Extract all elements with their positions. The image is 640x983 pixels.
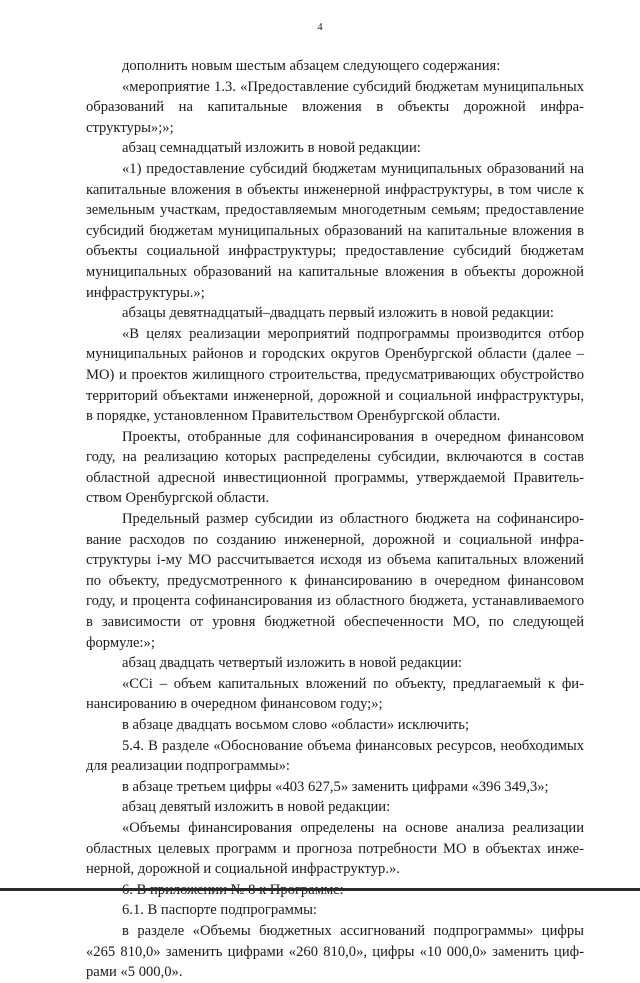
paragraph-14: абзац девятый изложить в новой редакции: <box>122 799 391 816</box>
paragraph-2: «мероприятие 1.3. «Предоставление субсидий бюджетам муниципальных образований на капитальные вложения в объекты дорожной инфраструктуры»;»; <box>86 78 584 136</box>
paragraph-6: «В целях реализации мероприятий подпрограммы производится отбор муниципальных районов и городских округов Оренбургской области (далее – МО) и проектов жилищного строительства, предусматривающих обустройство территорий объектами инженерной, дорожной и социальной инфраструктуры, в порядке, установленном Правительством Оренбургской области. <box>86 325 584 425</box>
page-number: 4 <box>317 22 323 33</box>
paragraph-1: дополнить новым шестым абзацем следующего содержания: <box>122 58 501 74</box>
paragraph-3: абзац семнадцатый изложить в новой редакции: <box>122 140 421 157</box>
paragraph-9: абзац двадцать четвертый изложить в новой редакции: <box>122 655 463 672</box>
paragraph-17: 6.1. В паспорте подпрограммы: <box>122 902 318 919</box>
paragraph-11: в абзаце двадцать восьмом слово «области» исключить; <box>122 717 470 733</box>
document-body <box>86 56 584 983</box>
paragraph-18: в разделе «Объемы бюджетных ассигнований подпрограммы» цифры «265 810,0» заменить цифрами «260 810,0», цифры «10 000,0» заменить цифрами «5 000,0». <box>86 922 584 981</box>
paragraph-4: «1) предоставление субсидий бюджетам муниципальных образований на капитальные вложения в объекты инженерной инфраструктуры, в том числе к земельным участкам, предоставляемым многодетным семьям; предоставление субсидий бюджетам муниципальных образований на капитальные вложения в объекты социальной инфраструктуры; предоставление субсидий бюджетам муниципальных образований на капитальные вложения в объекты дорожной инфраструктуры.»; <box>86 160 584 301</box>
paragraph-8: Предельный размер субсидии из областного бюджета на софинансирование расходов по созданию инженерной, дорожной и социальной инфраструктуры i-му МО рассчитывается исходя из объема капитальных вложений по объекту, предусмотренного к финансированию в очередном финансовом году, и процента софинансирования из областного бюджета, устанавливаемого в зависимости от уровня бюджетной обеспеченности МО, по следующей формуле:»; <box>86 511 584 651</box>
paragraph-7: Проекты, отобранные для софинансирования в очередном финансовом году, на реализацию которых распределены субсидии, включаются в состав областной адресной инвестиционной программы, утверждаемой Правительством Оренбургской области. <box>86 428 584 507</box>
paragraph-12: 5.4. В разделе «Обоснование объема финансовых ресурсов, необходимых для реализации подпрограммы»: <box>86 737 584 775</box>
paragraph-15: «Объемы финансирования определены на основе анализа реализации областных целевых программ и прогноза потребности МО в объектах инженерной, дорожной и социальной инфраструктур.». <box>86 819 584 878</box>
paragraph-10: «ССi – объем капитальных вложений по объекту, предлагаемый к финансированию в очередном финансовом году;»; <box>86 675 584 713</box>
paragraph-5: абзацы девятнадцатый–двадцать первый изложить в новой редакции: <box>122 305 554 322</box>
bottom-divider <box>0 888 640 891</box>
paragraph-13: в абзаце третьем цифры «403 627,5» заменить цифрами «396 349,3»; <box>122 778 549 795</box>
